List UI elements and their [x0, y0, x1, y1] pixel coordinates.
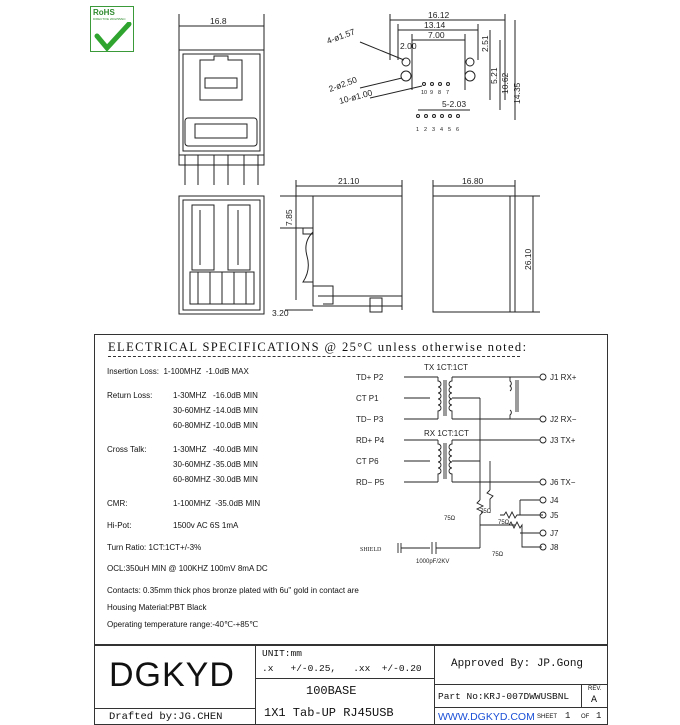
spec-turn-ratio: Turn Ratio: 1CT:1CT+/-3% [107, 543, 202, 552]
spec-cross-1: 1-30MHZ -40.0dB MIN [173, 445, 258, 454]
title-line-2: 1X1 Tab-UP RJ45USB [264, 706, 394, 720]
bottom-view [179, 196, 264, 314]
resistor-label: 75Ω [492, 552, 504, 558]
title-cell [255, 678, 435, 725]
schematic [340, 360, 608, 570]
tx-ratio: TX 1CT:1CT [424, 363, 469, 372]
pin-j8: J8 [550, 543, 559, 552]
pin-td-minus: TD− P3 [356, 415, 384, 424]
rohs-label: RoHS [93, 8, 115, 17]
dim-pcb-4: 2.00 [400, 41, 417, 51]
front-view [179, 14, 264, 185]
dim-pcb-1: 16.12 [428, 10, 450, 20]
pin-j7: J7 [550, 529, 559, 538]
spec-cross-label: Cross Talk: [107, 445, 147, 454]
pin-j1: J1 RX+ [550, 373, 577, 382]
company-name: DGKYD [109, 656, 235, 694]
unit-cell [255, 645, 435, 679]
dim-end-width: 16.80 [462, 176, 484, 186]
dim-pcb-8: 10-ø1.00 [337, 87, 374, 106]
sheet-total: 1 [596, 711, 602, 721]
tolerance: .x +/-0.25, .xx +/-0.20 [262, 663, 422, 674]
pin-rd-minus: RD− P5 [356, 478, 385, 487]
spec-return-2: 30-60MHZ -14.0dB MIN [173, 406, 258, 415]
spec-ocl: OCL:350uH MIN @ 100KHZ 100mV 8mA DC [107, 564, 268, 573]
dim-pcb-2: 13.14 [424, 20, 446, 30]
sheet-number: 1 [565, 711, 571, 721]
dim-top-width: 16.8 [210, 16, 227, 26]
spec-insertion: Insertion Loss: 1-100MHZ -1.0dB MAX [107, 367, 249, 376]
rohs-sub: DIRECTIVE 2002/95/EC [93, 17, 126, 21]
spec-hipot-label: Hi-Pot: [107, 521, 132, 530]
spec-return-3: 60-80MHZ -10.0dB MIN [173, 421, 258, 430]
title-line-1: 100BASE [306, 684, 357, 698]
pcb-pin-bottom: 1 [416, 127, 420, 133]
spec-cmr-label: CMR: [107, 499, 128, 508]
pcb-pin-top: 7 [446, 90, 450, 96]
pin-j5: J5 [550, 511, 559, 520]
rx-ratio: RX 1CT:1CT [424, 429, 469, 438]
dim-pcb-9: 5.21 [489, 67, 499, 84]
pin-j6: J6 TX− [550, 478, 576, 487]
title-block [94, 645, 608, 725]
side-view [280, 180, 402, 312]
pcb-pin-bottom: 5 [448, 127, 452, 133]
spec-cross-2: 30-60MHZ -35.0dB MIN [173, 460, 258, 469]
resistor-label: 75Ω [498, 520, 510, 526]
pcb-pin-bottom: 6 [456, 127, 460, 133]
drafted-by: Drafted by:JG.CHEN [109, 711, 223, 723]
shield-label: SHIELD [360, 547, 382, 553]
end-view [433, 180, 540, 312]
pin-j2: J2 RX− [550, 415, 577, 424]
dim-pcb-3: 7.00 [428, 30, 445, 40]
pin-j4: J4 [550, 496, 559, 505]
spec-return-1: 1-30MHZ -16.0dB MIN [173, 391, 258, 400]
spec-temperature: Operating temperature range:-40℃-+85℃ [107, 620, 259, 629]
dim-side-h2: 3.20 [272, 308, 289, 318]
pin-j3: J3 TX+ [550, 436, 576, 445]
unit-label: UNIT:mm [262, 648, 302, 659]
pcb-pin-bottom: 4 [440, 127, 444, 133]
pcb-pin-bottom: 2 [424, 127, 428, 133]
approved-by: Approved By: JP.Gong [451, 658, 584, 670]
website[interactable]: WWW.DGKYD.COM [438, 711, 535, 723]
resistor-label: 75Ω [480, 509, 492, 515]
of-label: OF [581, 714, 590, 720]
pin-rd-plus: RD+ P4 [356, 436, 385, 445]
spec-heading-underline [108, 356, 520, 357]
rev-cell [581, 684, 608, 708]
pin-td-plus: TD+ P2 [356, 373, 384, 382]
pcb-pin-top: 10 [421, 90, 428, 96]
mechanical-drawings [0, 0, 680, 330]
website-cell [434, 707, 608, 725]
resistor-label: 75Ω [444, 516, 456, 522]
part-number: Part No:KRJ-007DWWUSBNL [438, 691, 570, 702]
pcb-pin-numbers [416, 90, 459, 133]
dim-side-h1: 7.85 [284, 209, 294, 226]
spec-cmr-value: 1-100MHZ -35.0dB MIN [173, 499, 261, 508]
sheet-label: SHEET [537, 714, 558, 720]
pcb-pin-top: 8 [438, 90, 442, 96]
spec-contacts: Contacts: 0.35mm thick phos bronze plated with 6u" gold in contact are [107, 586, 359, 595]
dim-pcb-5: 2.51 [480, 35, 490, 52]
rev-label: REV. [588, 686, 602, 692]
cap-label: 1000pF/2KV [416, 559, 450, 565]
spec-cross-3: 60-80MHZ -30.0dB MIN [173, 475, 258, 484]
pin-ct-1: CT P1 [356, 394, 379, 403]
dim-pcb-11: 14.35 [512, 82, 522, 104]
dim-pcb-10: 10.62 [500, 72, 510, 94]
dim-pcb-6: 4-ø1.57 [325, 26, 357, 46]
dim-pcb-7: 2-ø2.50 [327, 74, 359, 94]
dim-side-width: 21.10 [338, 176, 360, 186]
approved-cell [434, 645, 608, 685]
pcb-pin-bottom: 3 [432, 127, 436, 133]
pin-ct-6: CT P6 [356, 457, 379, 466]
spec-return-label: Return Loss: [107, 391, 153, 400]
pcb-pin-top: 9 [430, 90, 434, 96]
spec-hipot-value: 1500v AC 6S 1mA [173, 521, 239, 530]
drafted-cell [94, 708, 256, 725]
rev-value: A [591, 695, 598, 706]
spec-housing: Housing Material:PBT Black [107, 603, 207, 612]
part-cell [434, 684, 582, 708]
spec-heading: ELECTRICAL SPECIFICATIONS @ 25°C unless otherwise noted: [108, 340, 528, 354]
company-cell [94, 645, 256, 709]
dim-end-height: 26.10 [523, 248, 533, 270]
dim-pcb-12: 5-2.03 [442, 99, 467, 109]
